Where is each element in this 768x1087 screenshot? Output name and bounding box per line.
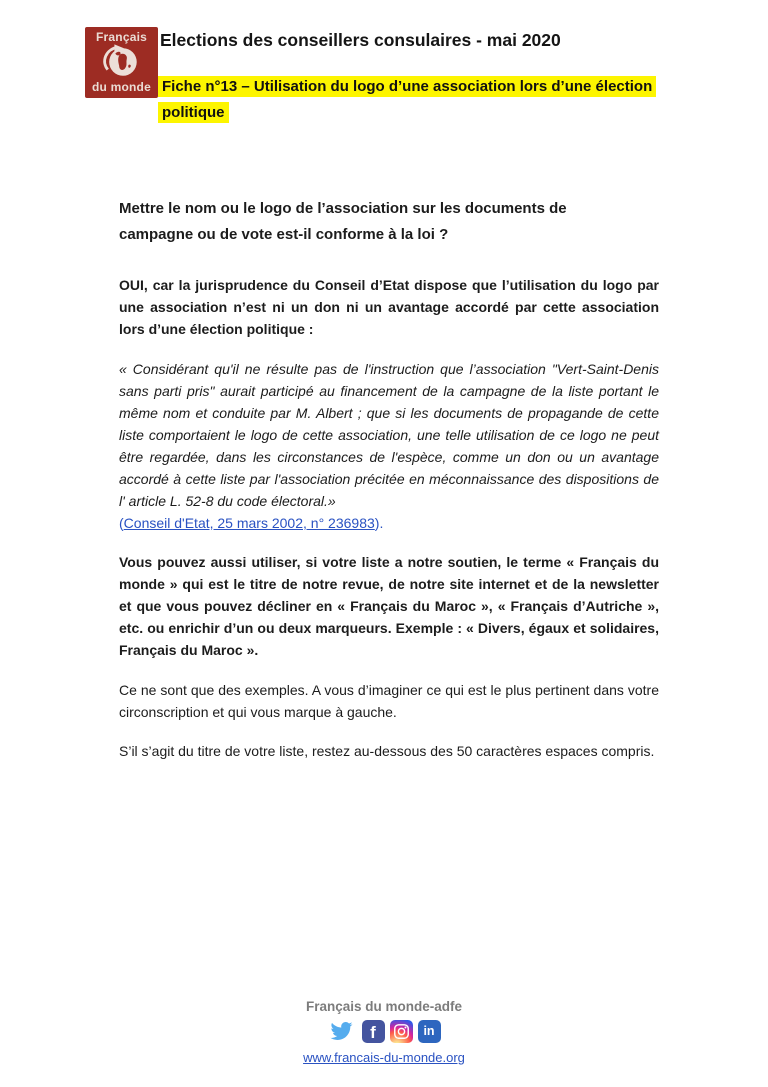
francais-du-monde-logo <box>85 27 158 98</box>
citation-line <box>119 512 659 534</box>
globe-arrow-icon <box>99 43 145 81</box>
fiche-heading-highlight: Fiche n°13 – Utilisation du logo d’une association lors d’une élection politique <box>158 76 656 123</box>
usage-paragraph: Vous pouvez aussi utiliser, si votre liste a notre soutien, le terme « Français du monde » qui est le titre de notre revue, de notre site internet et de la newsletter et que vous pouvez décliner en « Français du Maroc », « Français d’Autriche », etc. ou enrichir d’un ou deux marqueurs. Exemple : « Divers, égaux et solidaires, Français du Maroc ». <box>119 554 659 658</box>
website-link[interactable]: www.francais-du-monde.org <box>303 1050 465 1065</box>
logo-bottom-label: du monde <box>92 80 151 94</box>
fiche-heading <box>158 74 718 126</box>
conseil-detat-link[interactable]: Conseil d'Etat, 25 mars 2002, n° 236983 <box>123 515 375 531</box>
character-limit-paragraph: S’il s’agit du titre de votre liste, restez au-dessous des 50 caractères espaces compris. <box>119 743 655 759</box>
facebook-icon[interactable] <box>362 1020 385 1043</box>
social-icons-row <box>0 1018 768 1044</box>
facebook-f-glyph: f <box>370 1023 376 1042</box>
citation-open-paren: ( <box>119 515 124 531</box>
instagram-icon[interactable] <box>390 1020 413 1043</box>
document-footer <box>0 999 768 1067</box>
answer-paragraph: OUI, car la jurisprudence du Conseil d’Etat dispose que l’utilisation du logo par une association n’est ni un don ni un avantage accordé par cette association lors d’une élection politique : <box>119 277 659 337</box>
logo-top-label: Français <box>96 30 147 44</box>
question-heading: Mettre le nom ou le logo de l’association sur les documents de campagne ou de vote est-il conforme à la loi ? <box>119 200 567 243</box>
linkedin-in-glyph: in <box>423 1024 435 1038</box>
examples-paragraph: Ce ne sont que des exemples. A vous d’imaginer ce qui est le plus pertinent dans votre circonscription et qui vous marque à gauche. <box>119 682 659 720</box>
twitter-icon[interactable] <box>328 1019 357 1043</box>
document-title: Elections des conseillers consulaires - mai 2020 <box>160 30 561 50</box>
linkedin-icon[interactable] <box>418 1020 441 1043</box>
footer-org-name: Français du monde-adfe <box>305 999 463 1014</box>
jurisprudence-quote: « Considérant qu'il ne résulte pas de l'instruction que l’association "Vert-Saint-Denis sans parti pris" aurait participé au financement de la campagne de la liste portant le même nom et conduite par M. Albert ; que si les documents de propagande de cette liste comportaient le logo de cette association, une telle utilisation de ce logo ne peut être regardée, dans les circonstances de l'espèce, comme un don ou un avantage accordé à cette liste par l'association précitée en méconnaissance des dispositions de l' article L. 52-8 du code électoral.» <box>119 361 659 509</box>
citation-close-paren: ). <box>374 515 384 531</box>
document-body <box>119 196 659 762</box>
